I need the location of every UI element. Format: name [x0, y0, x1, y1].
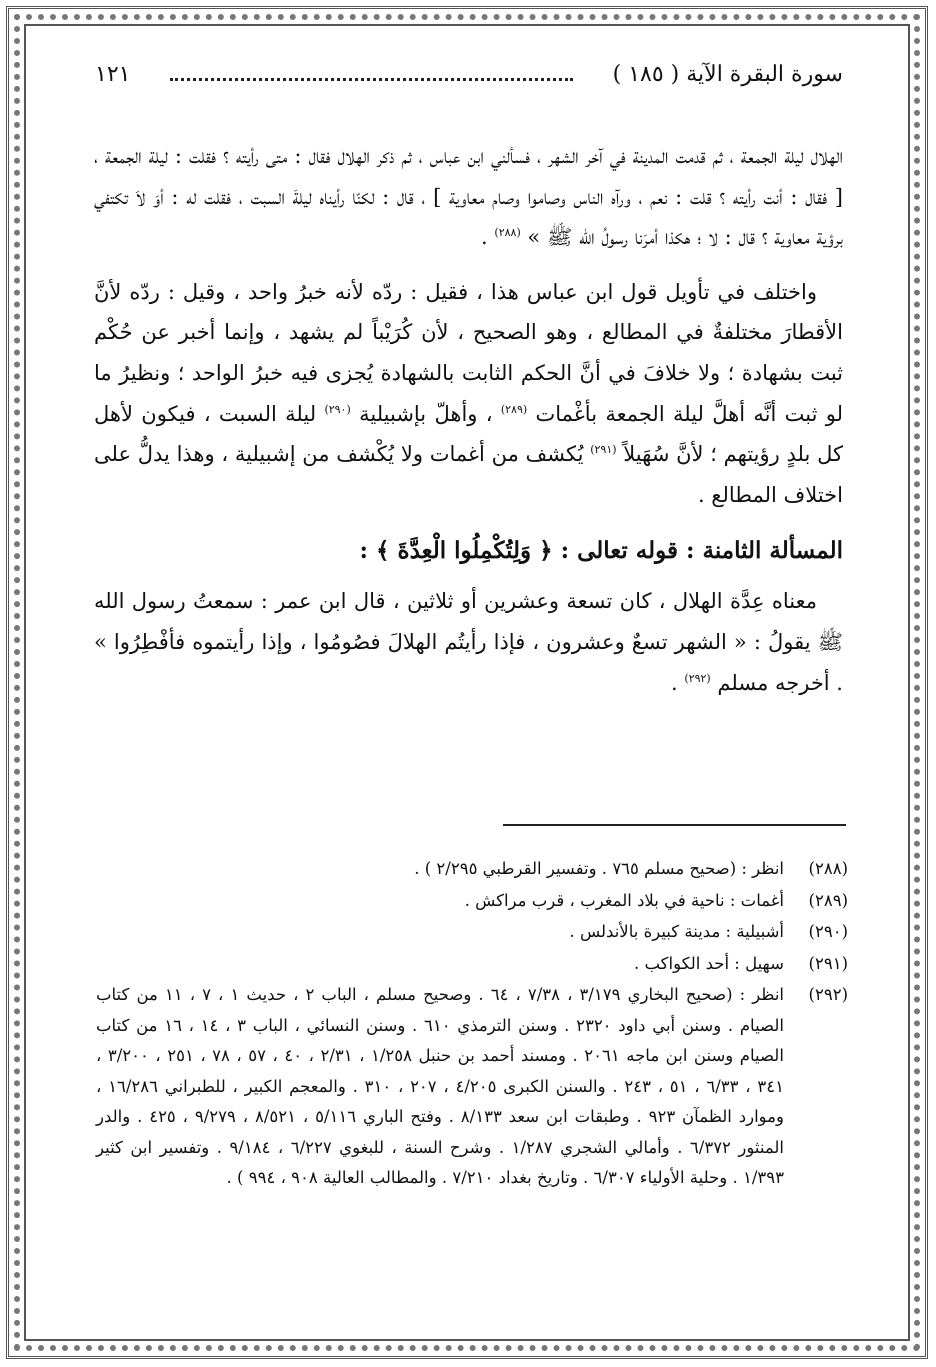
footnote-text: انظر : (صحيح البخاري ٣/١٧٩ ، ٧/٣٨ ، ٦٤ . وصحيح مسلم ، الباب ٢ ، حديث ١ ، ٧ ، ١١ من كتاب الصيام . وسنن أبي داود ٢٣٢٠ . وسنن الترمذي ٦١٠ . وسنن النسائي ، الباب ٣ ، ١٤ ، ١٦ من كتاب الصيام وسنن ابن ماجه ٢٠٦١ . ومسند أحمد بن حنبل ١/٢٥٨ ، ٢/٣١ ، ٤٠ ، ٥٧ ، ٧٨ ، ٢٥١ ، ٣/٢٠٠ ، ٣٤١ ، ٦/٣٣ ، ٥١ ، ٢٤٣ . والسنن الكبرى ٤/٢٠٥ ، ٢٠٧ ، ٣١٠ . والمعجم الكبير ، للطبراني ١٦/٢٨٦ ، وموارد الظمآن ٩٢٣ . وطبقات ابن سعد ٨/١٣٣ . وفتح الباري ٥/١١٦ ، ٨/٥٢١ ، ٩/٢٧٩ ، ٤٢٥ . والدر المنثور ٦/٣٧٢ . وأمالي الشجري ١/٢٨٧ . وشرح السنة ، للبغوي ٦/٢٢٧ ، ٩/١٨٤ . وتفسير ابن كثير ١/٣٩٣ . وحلية الأولياء ٦/٣٠٧ . وتاريخ بغداد ٧/٢١٠ . والمطالب العالية ٩٠٨ ، ٩٩٤ ) .: [96, 985, 785, 1187]
footnote-text: أشبيلية : مدينة كبيرة بالأندلس .: [569, 922, 784, 941]
paragraph-2-text-b: ، وأهلّ بإشبيلية: [359, 401, 493, 426]
footnote-number: (٢٩٠): [808, 922, 848, 941]
footnote-item: [96, 886, 848, 917]
main-text: [94, 136, 843, 717]
page-number: ١٢١: [95, 62, 131, 87]
paragraph-3: [94, 581, 843, 703]
footnote-item: [96, 980, 848, 1194]
footnote-text: سهيل : أحد الكواكب .: [633, 953, 784, 973]
footnote-separator: [503, 824, 846, 826]
footnote-ref-288[interactable]: (٢٨٨): [494, 226, 521, 240]
footnote-item: [96, 949, 848, 980]
footnote-number: (٢٨٩): [808, 890, 848, 910]
paragraph-2-text-d: يُكشف من أغمات ولا يُكْشف من إشبيلية ، وهذا يدلُّ على اختلاف المطالع .: [94, 442, 843, 507]
section-heading: المسألة الثامنة : قوله تعالى : ﴿ وَلِتُكْمِلُوا الْعِدَّةَ ﴾ :: [359, 537, 843, 565]
footnote-text: انظر : (صحيح مسلم ٧٦٥ . وتفسير القرطبي ٢/٢٩٥ ) .: [414, 859, 784, 878]
paragraph-1-text: الهلال ليلة الجمعة ، ثم قدمت المدينة في آخر الشهر ، فسألني ابن عباس ، ثم ذكر الهلال فقال : متى رأيته ؟ فقلت : ليلة الجمعة ، [ فقال : أنت رأيته ؟ قلت : نعم ، ورآه الناس وصاموا وصام معاوية ] ، قال : لكنّا رأيناه ليلةَ السبت ، فقلت له : أوَ لاَ تكتفي برؤية معاوية ؟ قال : لا ؛ هكذا أمرَنا رسولُ الله ﷺ »: [94, 144, 844, 250]
paragraph-2: [94, 272, 843, 516]
footnote-number: (٢٩٢): [808, 985, 848, 1004]
paragraph-3-text: معناه عِدَّة الهلال ، كان تسعة وعشرين أو ثلاثين ، قال ابن عمر : سمعتُ رسول الله ﷺ يقولُ : « الشهر تسعٌ وعشرون ، فإذا رأيتُم الهلالَ فصُومُوا ، وإذا رأيتموه فأفْطِرُوا » . أخرجه مسلم: [94, 589, 843, 695]
paragraph-2-text-a: واختلف في تأويل قول ابن عباس هذا ، فقيل : ردّه لأنه خبرُ واحد ، وقيل : ردّه لأنَّ الأقطارَ مختلفةٌ في المطالع ، وهو الصحيح ، لأن كُرَيْباً لم يشهد ، وإنما أخبر عن حُكْم ثبت بشهادة ؛ ولا خلافَ في أنَّ الحكم الثابت بالشهادة يُجزى فيه خبرُ الواحد ؛ ونظيرُ ما لو ثبت أنَّه أهلَّ ليلة الجمعة بأغْمات: [94, 279, 843, 426]
footnote-number: (٢٨٨): [808, 859, 848, 878]
footnote-ref-291[interactable]: (٢٩١): [590, 443, 617, 457]
running-title: سورة البقرة الآية ( ١٨٥ ): [612, 62, 843, 87]
footnote-ref-289[interactable]: (٢٨٩): [500, 402, 528, 416]
footnote-item: [96, 917, 848, 948]
footnote-ref-292[interactable]: (٢٩٢): [684, 671, 711, 685]
footnotes: [96, 854, 848, 1195]
paragraph-3-end: .: [671, 670, 678, 695]
footnote-item: [96, 854, 848, 885]
running-header: [95, 56, 843, 96]
footnote-ref-290[interactable]: (٢٩٠): [324, 402, 351, 416]
header-dot-leader: [170, 78, 573, 81]
paragraph-1-end: .: [481, 225, 488, 250]
footnote-text: أغمات : ناحية في بلاد المغرب ، قرب مراكش .: [464, 890, 784, 910]
footnote-number: (٢٩١): [808, 953, 848, 973]
paragraph-1: [94, 136, 843, 258]
paragraph-2-text-c: ليلة السبت ، فيكون لأهل كل بلدٍ رؤيتهم ؛ لأنَّ سُهَيلاً: [94, 401, 843, 467]
